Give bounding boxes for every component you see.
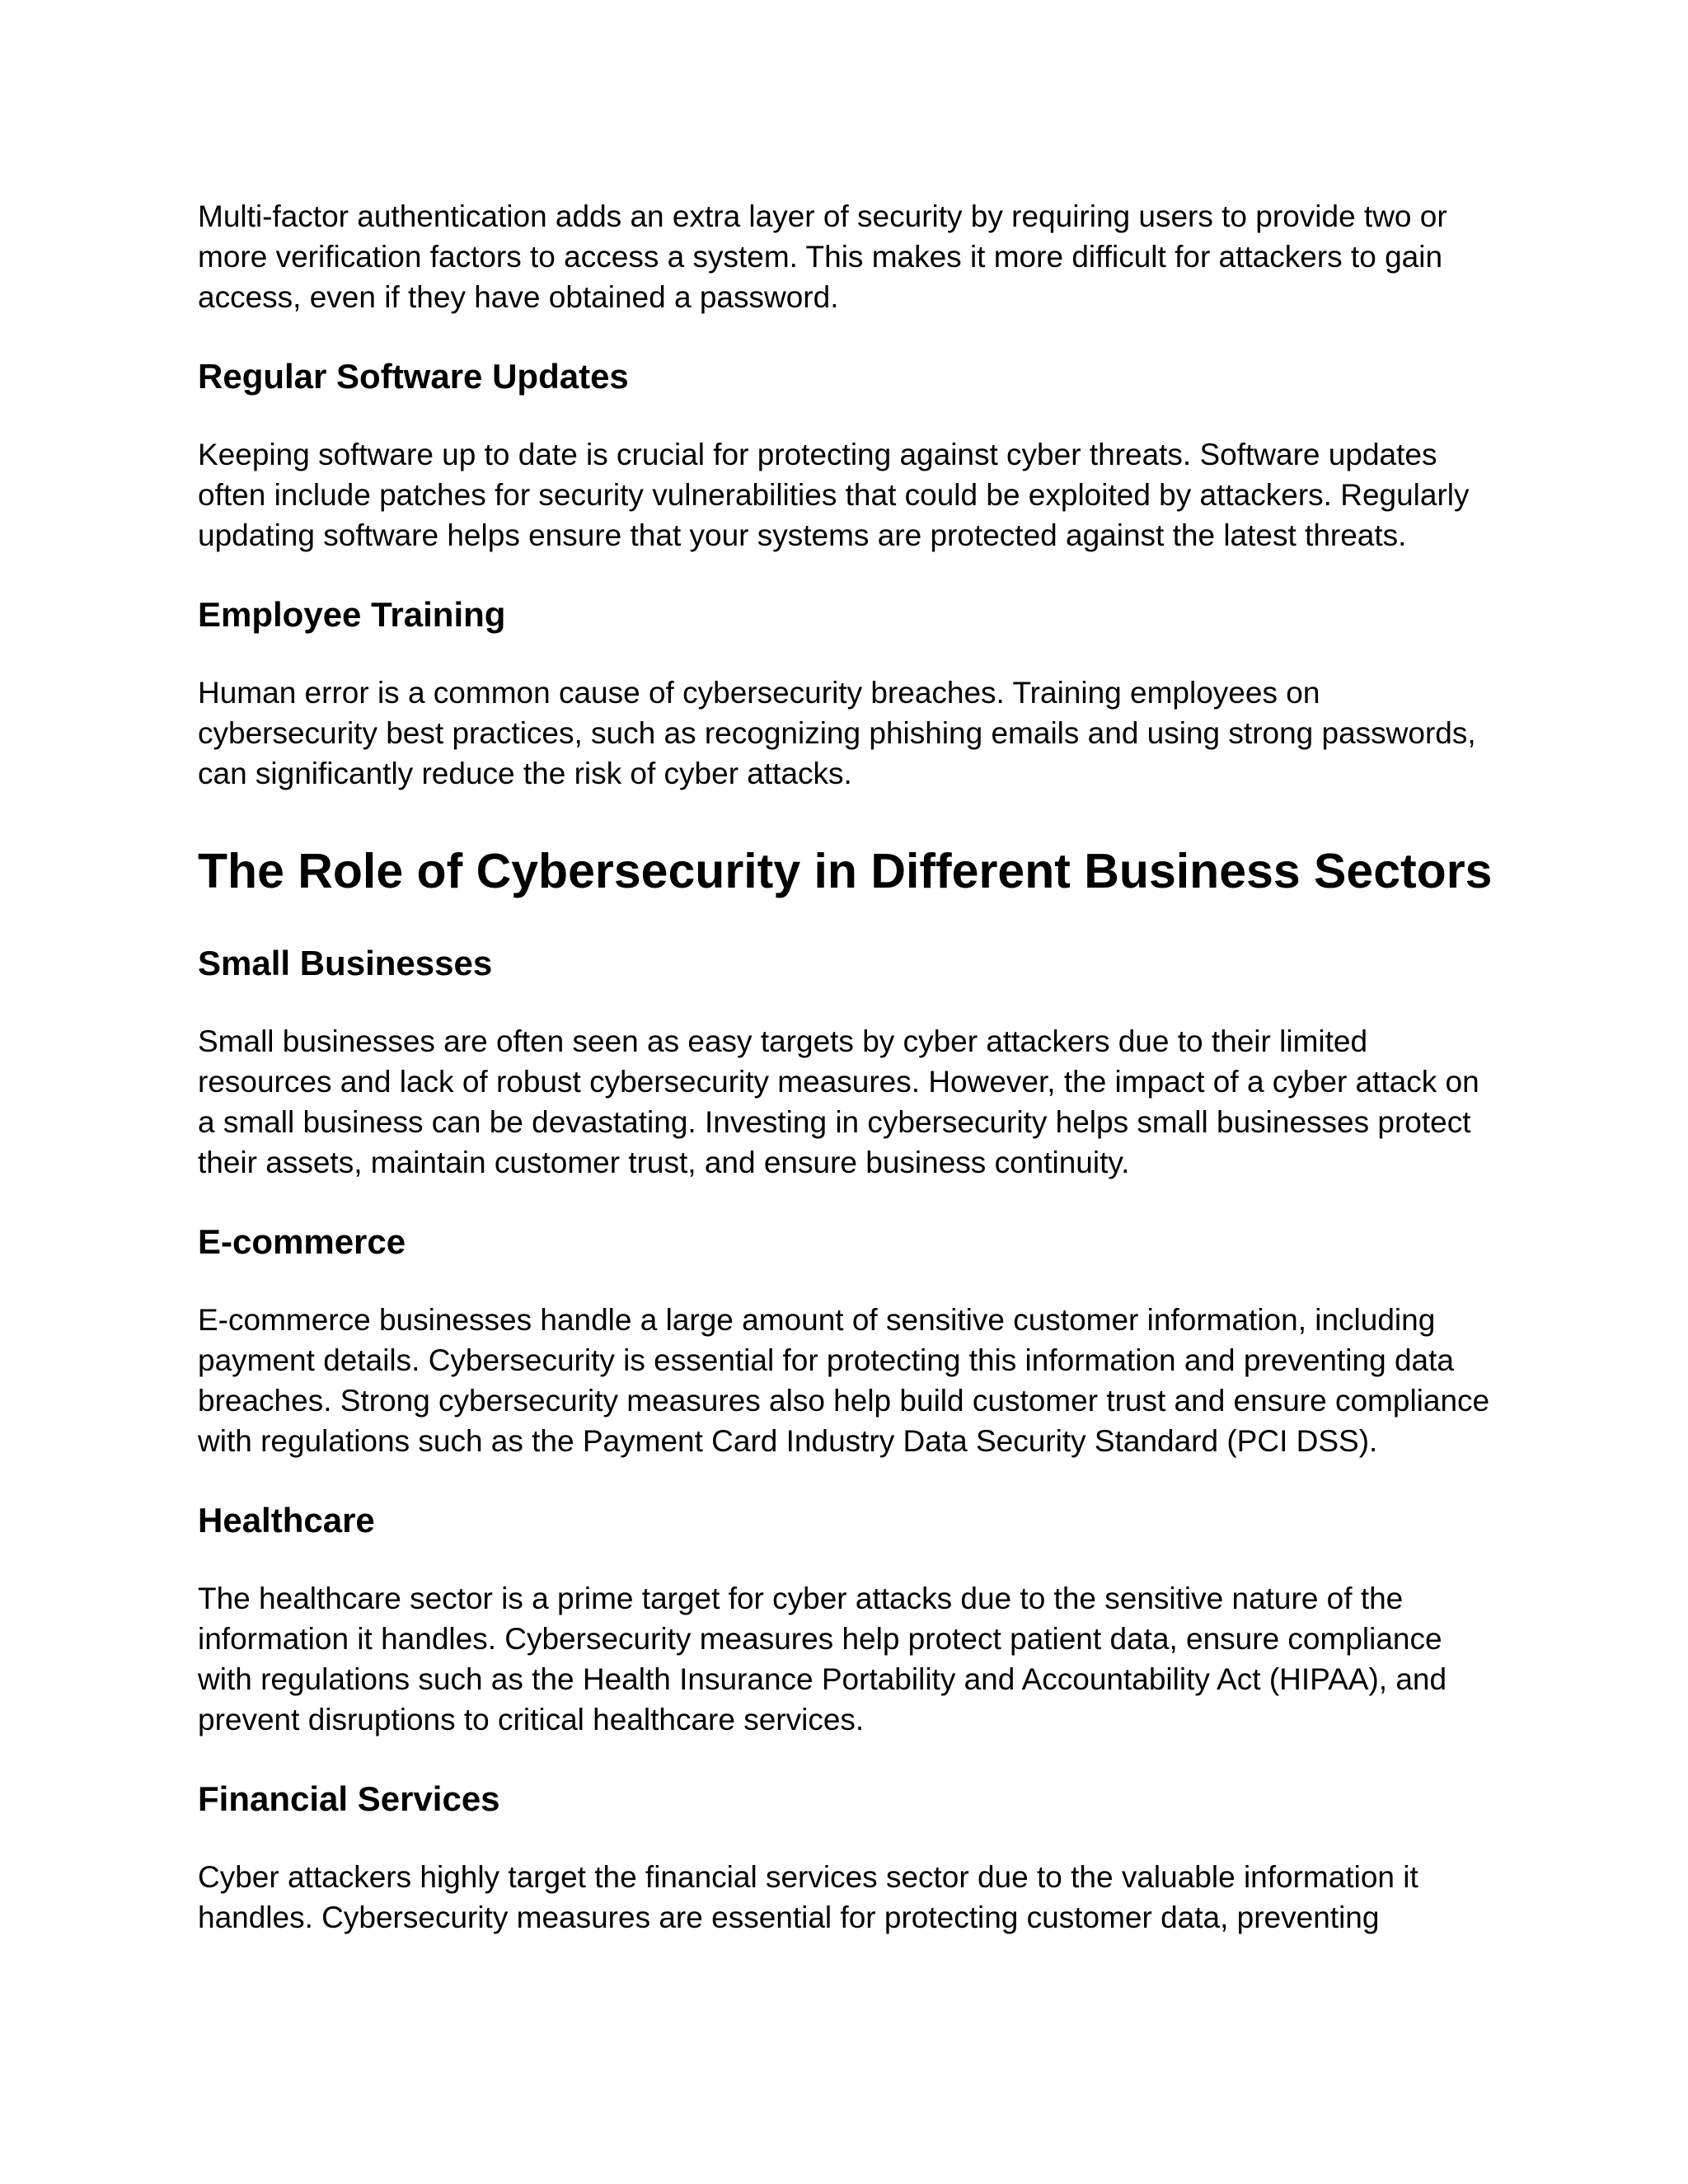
sector-body-e-commerce: E-commerce businesses handle a large amount of sensitive customer information, including payment details. Cybersecurity is essential for protecting this information and preventing data breaches. Strong cybersecurity measures also help build customer trust and ensure compliance with regulations such as the Payment Card Industry Data Security Standard (PCI DSS). bbox=[198, 1303, 1490, 1458]
section-heading-software-updates: Regular Software Updates bbox=[198, 357, 629, 396]
chapter-title: The Role of Cybersecurity in Different Business Sectors bbox=[198, 844, 1493, 898]
sector-body-financial-services: Cyber attackers highly target the financial services sector due to the valuable information it handles. Cybersecurity measures are essential for protecting customer data, preventing bbox=[198, 1860, 1418, 1934]
section-body-employee-training: Human error is a common cause of cybersecurity breaches. Training employees on cybersecurity best practices, such as recognizing phishing emails and using strong passwords, can significantly reduce the risk of cyber attacks. bbox=[198, 676, 1476, 790]
intro-paragraph: Multi-factor authentication adds an extra layer of security by requiring users to provide two or more verification factors to access a system. This makes it more difficult for attackers to gain access, even if they have obtained a password. bbox=[198, 199, 1447, 314]
section-body-software-updates: Keeping software up to date is crucial for protecting against cyber threats. Software updates often include patches for security vulnerabilities that could be exploited by attackers. Regularly updating software helps ensure that your systems are protected against the latest threats. bbox=[198, 438, 1470, 552]
section-heading-employee-training: Employee Training bbox=[198, 595, 506, 634]
sector-heading-small-businesses: Small Businesses bbox=[198, 944, 493, 982]
sector-body-healthcare: The healthcare sector is a prime target for cyber attacks due to the sensitive nature of the information it handles. Cybersecurity measures help protect patient data, ensure compliance with regulations such as the Health Insurance Portability and Accountability Act (HIPAA), and prevent disruptions to critical healthcare services. bbox=[198, 1582, 1447, 1736]
sector-body-small-businesses: Small businesses are often seen as easy targets by cyber attackers due to their limited resources and lack of robust cybersecurity measures. However, the impact of a cyber attack on a small business can be devastating. Investing in cybersecurity helps small businesses protect their assets, maintain customer trust, and ensure business continuity. bbox=[198, 1024, 1479, 1179]
sector-heading-healthcare: Healthcare bbox=[198, 1501, 375, 1540]
sector-heading-financial-services: Financial Services bbox=[198, 1779, 500, 1818]
sector-heading-e-commerce: E-commerce bbox=[198, 1222, 406, 1261]
